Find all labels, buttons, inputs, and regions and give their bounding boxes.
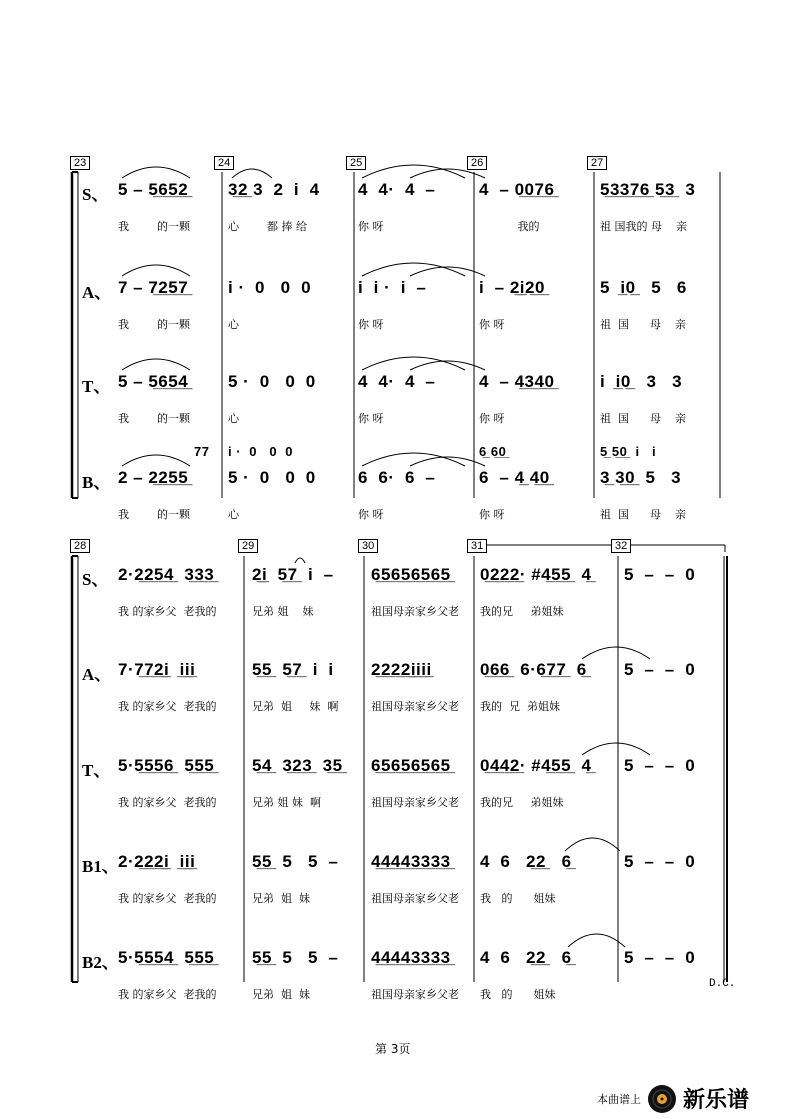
note-group: 5·5̲5̲5̲4̲ 5̲5̲5̲ (118, 948, 215, 967)
slur (568, 934, 625, 947)
note-group: 5̲5̲ 5 5 – (252, 948, 339, 967)
slur (232, 169, 272, 178)
lyric-text: 心 (228, 318, 239, 331)
lyric-text: 心 都 捧 给 (228, 220, 307, 233)
voice-label: T、 (82, 377, 111, 396)
note-group: 2̲i̲ 5̲7̲ i – (252, 565, 334, 584)
lyric-text: 我的 兄 弟姐妹 (480, 700, 560, 713)
lyric-text: 我 的一颗 (118, 220, 190, 233)
note-group: 7·7̲7̲2̲i̲ i̲i̲i̲ (118, 660, 196, 679)
note-group: 4 – 0̲0̲7̲6̲ (479, 180, 555, 199)
note-group: 5 – – 0 (624, 660, 696, 679)
note-group: 2 – 2̲2̲5̲5̲ (118, 468, 189, 487)
voice-label: B2、 (82, 953, 119, 972)
slur (582, 647, 650, 659)
lyric-text: 兄弟 姐 妹 啊 (252, 796, 321, 809)
lyric-text: 兄弟 姐 妹 (252, 605, 314, 618)
note-group: 5 · 0 0 0 (228, 468, 316, 487)
note-group-upper: 6̲ 6̲0̲ (479, 444, 507, 459)
note-group: 0̲6̲6̲ 6·6̲7̲7̲ 6̲ (480, 660, 587, 679)
slur (565, 838, 620, 851)
measure-number: 24 (214, 156, 234, 170)
lyric-text: 祖 国 母 亲 (600, 508, 686, 521)
brand-name: 新乐谱 (683, 1088, 750, 1113)
slur (295, 558, 305, 563)
note-group: 2·2̲2̲2̲i̲ i̲i̲i̲ (118, 852, 196, 871)
brand-logo (597, 1083, 749, 1114)
note-group: 0̲2̲2̲2̲· #4̲5̲5̲ 4̲ (480, 565, 592, 584)
note-group-upper: 5̲ 5̲0̲ i i (600, 444, 657, 459)
lyric-text: 祖国母亲家乡父老 (371, 700, 459, 713)
lyric-text: 兄弟 姐 妹 啊 (252, 700, 339, 713)
lyric-text: 祖国母亲家乡父老 (371, 892, 459, 905)
lyric-text: 我 的 姐妹 (480, 892, 556, 905)
note-group-upper: i · 0 0 0 (228, 444, 294, 459)
note-group: 4 6 2̲2̲ 6̲ (480, 852, 572, 871)
page-number: 第 3页 (375, 1042, 411, 1056)
slur (122, 265, 190, 276)
voice-label: S、 (82, 570, 109, 589)
note-group: 5·5̲5̲5̲6̲ 5̲5̲5̲ (118, 756, 215, 775)
note-group: 2·2̲2̲5̲4̲ 3̲3̲3̲ (118, 565, 215, 584)
voice-label: S、 (82, 185, 109, 204)
measure-number: 23 (70, 156, 90, 170)
vinyl-record-icon (647, 1084, 677, 1114)
note-group: 5 – – 0 (624, 756, 696, 775)
note-group: 6̲5̲6̲5̲6̲5̲6̲5̲ (371, 756, 451, 775)
voice-label: B、 (82, 473, 111, 492)
lyric-text: 你 呀 (358, 412, 384, 425)
note-group: 5̲5̲ 5̲7̲ i i (252, 660, 334, 679)
measure-number: 30 (358, 539, 378, 553)
lyric-text: 我 的一颗 (118, 508, 190, 521)
note-group: 5̲5̲ 5 5 – (252, 852, 339, 871)
note-group: 6̲5̲6̲5̲6̲5̲6̲5̲ (371, 565, 451, 584)
measure-number: 27 (587, 156, 607, 170)
lyric-text: 祖 国 母 亲 (600, 412, 686, 425)
lyric-text: 心 (228, 508, 239, 521)
lyric-text: 你 呀 (479, 508, 505, 521)
measure-number: 25 (346, 156, 366, 170)
note-group: i i · i – (358, 278, 427, 297)
voice-label: T、 (82, 761, 111, 780)
note-group: 4 6 2̲2̲ 6̲ (480, 948, 572, 967)
lyric-text: 我 的一颗 (118, 318, 190, 331)
measure-number: 26 (467, 156, 487, 170)
lyric-text: 祖国母亲家乡父老 (371, 605, 459, 618)
note-group: 4̲4̲4̲4̲3̲3̲3̲3̲ (371, 948, 451, 967)
lyric-text: 我 的 姐妹 (480, 988, 556, 1001)
lyric-text: 我的兄 弟姐妹 (480, 605, 564, 618)
note-group: i i̲0̲ 3 3 (600, 372, 683, 391)
lyric-text: 兄弟 姐 妹 (252, 988, 310, 1001)
note-group: 4̲4̲4̲4̲3̲3̲3̲3̲ (371, 852, 451, 871)
lyric-text: 祖国母亲家乡父老 (371, 796, 459, 809)
lyric-text: 你 呀 (479, 412, 505, 425)
measure-number: 29 (238, 539, 258, 553)
note-group: 4 – 4̲3̲4̲0̲ (479, 372, 555, 391)
note-group: 6 – 4̲ 4̲0̲ (479, 468, 550, 487)
lyric-text: 我 的家乡父 老我的 (118, 796, 217, 809)
lyric-text: 心 (228, 412, 239, 425)
lyric-text: 我的兄 弟姐妹 (480, 796, 564, 809)
note-group: i · 0 0 0 (228, 278, 312, 297)
note-group: 2̲2̲2̲2̲i̲i̲i̲i̲ (371, 660, 432, 679)
slur (122, 455, 190, 466)
lyric-text: 祖国母亲家乡父老 (371, 988, 459, 1001)
lyric-text: 你 呀 (358, 318, 384, 331)
lyric-text: 我 的一颗 (118, 412, 190, 425)
lyric-text: 我 的家乡父 老我的 (118, 605, 217, 618)
slur (582, 743, 650, 755)
note-group: 6 6· 6 – (358, 468, 436, 487)
slur (122, 359, 190, 370)
note-group: i – 2̲i̲2̲0̲ (479, 278, 545, 297)
note-group: 7 – 7̲2̲5̲7̲ (118, 278, 189, 297)
lyric-text: 祖 国 母 亲 (600, 318, 686, 331)
note-group: 5 – – 0 (624, 948, 696, 967)
measure-number: 28 (70, 539, 90, 553)
note-group: 5 · 0 0 0 (228, 372, 316, 391)
lyric-text: 你 呀 (479, 318, 505, 331)
note-group: 5 – – 0 (624, 852, 696, 871)
note-group: 4 4· 4 – (358, 372, 436, 391)
note-group: 5 i̲0̲ 5 6 (600, 278, 687, 297)
note-group-upper: 77 (194, 444, 210, 459)
note-group: 5̲4̲ 3̲2̲3̲ 3̲5̲ (252, 756, 343, 775)
note-group: 5̲3̲3̲7̲6̲ 5̲3̲ 3 (600, 180, 696, 199)
note-group: 3̲ 3̲0̲ 5 3 (600, 468, 682, 487)
voice-label: A、 (82, 283, 112, 302)
lyric-text: 我 的家乡父 老我的 (118, 892, 217, 905)
lyric-text: 我 的家乡父 老我的 (118, 988, 217, 1001)
slur (122, 167, 190, 178)
lyric-text: 我 的家乡父 老我的 (118, 700, 217, 713)
lyric-text: 祖 国我的 母 亲 (600, 220, 687, 233)
note-group: 4 4· 4 – (358, 180, 436, 199)
note-group: 0̲4̲4̲2̲· #4̲5̲5̲ 4̲ (480, 756, 592, 775)
note-group: 3̲2̲ 3 2 i 4 (228, 180, 320, 199)
measure-number: 32 (611, 539, 631, 553)
voice-label: A、 (82, 665, 112, 684)
note-group: 5 – 5̲6̲5̲2̲ (118, 180, 189, 199)
lyric-text: 兄弟 姐 妹 (252, 892, 310, 905)
brand-tag: 本曲谱上 (597, 1092, 641, 1106)
dc-mark: D.C. (709, 978, 736, 990)
note-group: 5 – 5̲6̲5̲4̲ (118, 372, 189, 391)
voice-label: B1、 (82, 857, 119, 876)
lyric-text: 你 呀 (358, 508, 384, 521)
note-group: 5 – – 0 (624, 565, 696, 584)
lyric-text: 你 呀 (358, 220, 384, 233)
measure-number: 31 (467, 539, 487, 553)
lyric-text: 我的 (479, 220, 540, 233)
